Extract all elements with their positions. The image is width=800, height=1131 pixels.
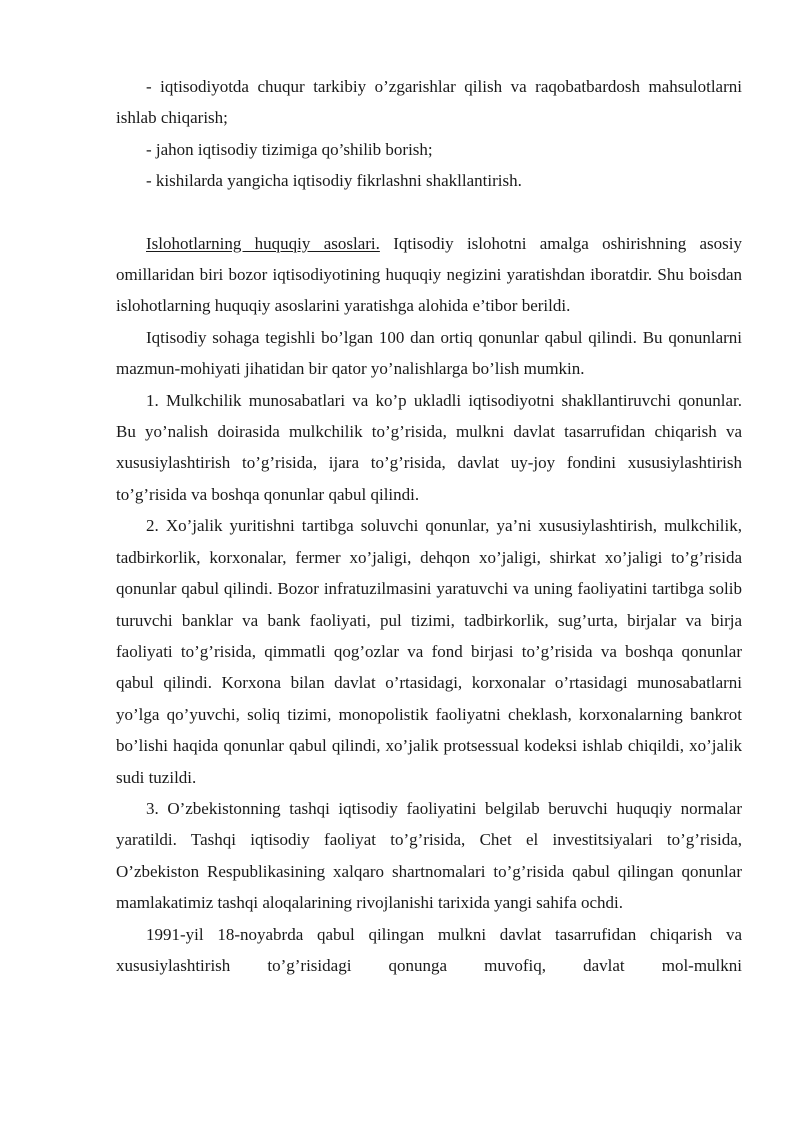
paragraph-1: Iqtisodiy sohaga tegishli bo’lgan 100 dan ortiq qonunlar qabul qilindi. Bu qonunlarni mazmun-mohiyati jihatidan bir qator yo’nalishlarga bo’lish mumkin. bbox=[116, 327, 742, 379]
paragraph-4: 3. O’zbekistonning tashqi iqtisodiy faoliyatini belgilab beruvchi huquqiy normalar yaratildi. Tashqi iqtisodiy faoliyat to’g’risida, Chet el investitsiyalari to’g’risida, O’zbekiston Respublikasining xalqaro shartnomalari to’g’risida qabul qilingan qonunlar mamlakatimiz tashqi aloqalarining rivojlanishi tarixida yangi sahifa ochdi. bbox=[116, 798, 742, 913]
bullet-line-1: - iqtisodiyotda chuqur tarkibiy o’zgarishlar qilish va raqobatbardosh mahsulotlarni ishlab chiqarish; bbox=[116, 77, 742, 128]
bullet-line-3: - kishilarda yangicha iqtisodiy fikrlashni shakllantirish. bbox=[146, 171, 522, 191]
section-paragraph bbox=[116, 228, 742, 322]
bullet-line-2: - jahon iqtisodiy tizimiga qo’shilib borish; bbox=[146, 139, 433, 159]
paragraph-3: 2. Xo’jalik yuritishni tartibga soluvchi qonunlar, ya’ni xususiylashtirish, mulkchilik, tadbirkorlik, korxonalar, fermer xo’jaligi, dehqon xo’jaligi, shirkat xo’jaligi to’g’risida qonunlar qabul qilindi. Bozor infratuzilmasini yaratuvchi va uning faoliyatini tartibga solib turuvchi banklar va bank faoliyati, pul tizimi, tadbirkorlik, sug’urta, birjalar va birja faoliyati to’g’risida, qimmatli qog’ozlar va fond birjasi to’g’risida va boshqa qonunlar qabul qilindi. Korxona bilan davlat o’rtasidagi, korxonalar o’rtasidagi munosabatlarni yo’lga qo’yuvchi, soliq tizimi, monopolistik faoliyatni cheklash, korxonalarning bankrot bo’lishi haqida qonunlar qabul qilindi, xo’jalik protsessual kodeksi ishlab chiqildi, xo’jalik sudi tuzildi. bbox=[116, 516, 742, 787]
section-heading: Islohotlarning huquqiy asoslari. bbox=[146, 233, 380, 253]
section-intro: Iqtisodiy islohotni amalga oshirishning asosiy omillaridan biri bozor iqtisodiyotining huquqiy negizini yaratishdan iboratdir. Shu boisdan islohotlarning huquqiy asoslarini yaratishga alohida e’tibor berildi. bbox=[116, 233, 742, 316]
paragraph-2: 1. Mulkchilik munosabatlari va ko’p ukladli iqtisodiyotni shakllantiruvchi qonunlar. Bu yo’nalish doirasida mulkchilik to’g’risida, mulkni davlat tasarrufidan chiqarish va xususiylashtirish to’g’risida, ijara to’g’risida, davlat uy-joy fondini xususiylashtirish to’g’risida va boshqa qonunlar qabul qilindi. bbox=[116, 390, 742, 504]
blank-line bbox=[116, 197, 742, 228]
paragraph-5: 1991-yil 18-noyabrda qabul qilingan mulkni davlat tasarrufidan chiqarish va xususiylashtirish to’g’risidagi qonunga muvofiq, davlat mol-mulkni bbox=[116, 924, 742, 975]
